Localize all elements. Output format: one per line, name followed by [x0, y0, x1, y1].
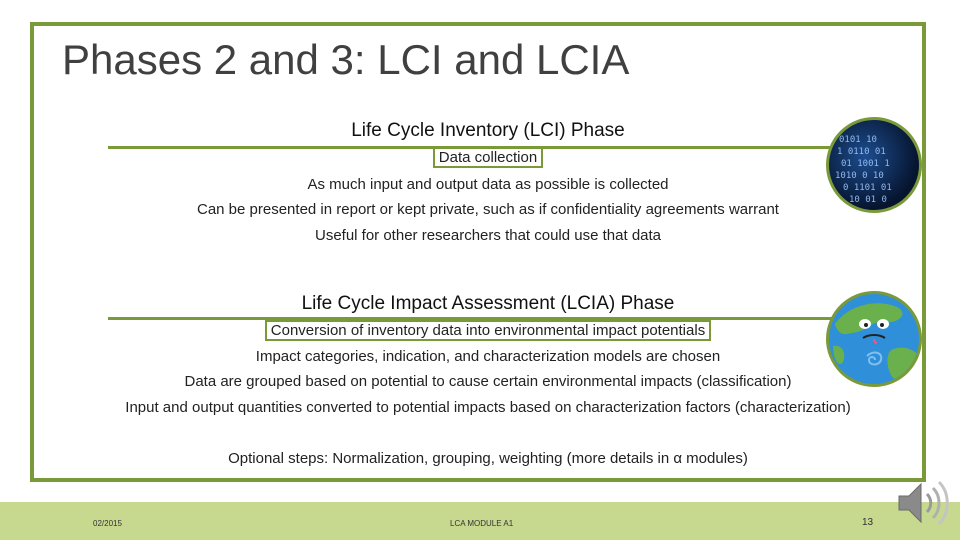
lci-heading: Life Cycle Inventory (LCI) Phase	[351, 120, 625, 141]
footer-module: LCA MODULE A1	[450, 519, 514, 528]
lci-item: Can be presented in report or kept private, such as if confidentiality agreements warrant	[197, 201, 779, 218]
lci-item: As much input and output data as possible is collected	[307, 176, 669, 193]
lci-boxed-item: Data collection	[433, 147, 543, 168]
optional-steps: Optional steps: Normalization, grouping, weighting (more details in α modules)	[228, 450, 748, 467]
page-number: 13	[862, 517, 874, 528]
slide-title: Phases 2 and 3: LCI and LCIA	[62, 36, 630, 83]
footer-date: 02/2015	[93, 519, 122, 528]
lcia-item: Input and output quantities converted to potential impacts based on characterization factors (characterization)	[125, 399, 851, 416]
lcia-item: Data are grouped based on potential to cause certain environmental impacts (classification)	[184, 373, 792, 390]
lcia-item: Impact categories, indication, and characterization models are chosen	[255, 348, 721, 365]
svg-text:01 1001 1: 01 1001 1	[841, 159, 890, 169]
lci-item: Useful for other researchers that could use that data	[314, 227, 662, 244]
speaker-icon[interactable]	[895, 478, 951, 533]
binary-data-icon	[826, 117, 922, 213]
lcia-heading: Life Cycle Impact Assessment (LCIA) Phase	[301, 293, 675, 314]
svg-text:0 1101 01: 0 1101 01	[843, 183, 892, 193]
svg-text:1010 0 10: 1010 0 10	[835, 171, 884, 181]
lci-boxed-item-row	[0, 149, 960, 166]
svg-text:10 01 0: 10 01 0	[849, 195, 887, 205]
sick-earth-icon	[826, 291, 922, 387]
svg-text:1 0110 01: 1 0110 01	[837, 147, 886, 157]
lcia-boxed-item-row	[0, 322, 960, 339]
lcia-boxed-item: Conversion of inventory data into environmental impact potentials	[265, 320, 711, 341]
svg-text:0101 10: 0101 10	[839, 135, 877, 145]
